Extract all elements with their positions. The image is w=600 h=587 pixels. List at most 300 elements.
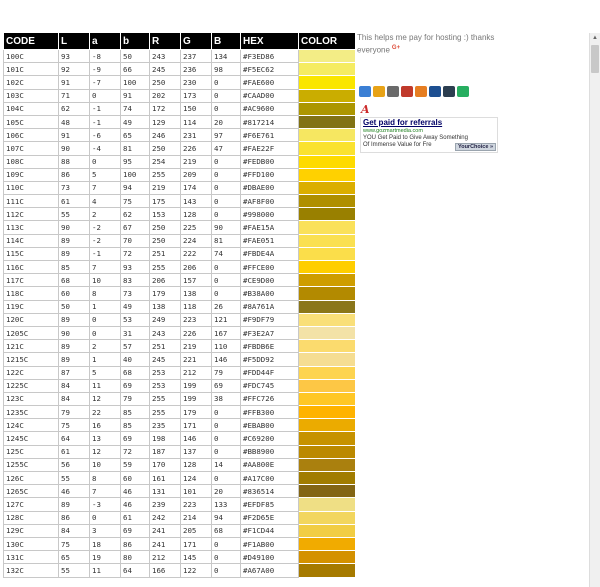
header-color[interactable]: COLOR [299, 33, 356, 50]
cell-hex: #EFDF85 [241, 498, 299, 511]
cell-a: 0 [90, 511, 121, 524]
table-row [4, 76, 356, 89]
cell-r: 251 [150, 340, 181, 353]
color-swatch [299, 50, 356, 63]
cell-r: 255 [150, 392, 181, 405]
cell-code: 1255C [4, 458, 59, 471]
cell-r: 170 [150, 458, 181, 471]
table-row [4, 115, 356, 128]
cell-b: 100 [121, 168, 150, 181]
cell-r: 187 [150, 445, 181, 458]
cell-a: 11 [90, 379, 121, 392]
cell-code: 125C [4, 445, 59, 458]
cell-hex: #FAE22F [241, 142, 299, 155]
cell-blue: 98 [212, 63, 241, 76]
cell-code: 107C [4, 142, 59, 155]
color-swatch [299, 234, 356, 247]
cell-code: 130C [4, 537, 59, 550]
color-swatch [299, 340, 356, 353]
cell-r: 253 [150, 379, 181, 392]
cell-r: 243 [150, 50, 181, 63]
cell-a: 0 [90, 326, 121, 339]
cell-blue: 68 [212, 524, 241, 537]
scroll-thumb[interactable] [591, 45, 599, 73]
cell-hex: #AC9600 [241, 102, 299, 115]
cell-g: 150 [181, 102, 212, 115]
cell-hex: #998000 [241, 208, 299, 221]
cell-g: 222 [181, 247, 212, 260]
cell-a: 22 [90, 406, 121, 419]
ad-choice-button[interactable]: YourChoice » [455, 143, 496, 151]
cell-blue: 47 [212, 142, 241, 155]
cell-blue: 0 [212, 181, 241, 194]
social-icon-6[interactable] [429, 86, 441, 97]
cell-b: 57 [121, 340, 150, 353]
cell-g: 219 [181, 340, 212, 353]
cell-g: 219 [181, 155, 212, 168]
cell-a: 7 [90, 181, 121, 194]
cell-code: 116C [4, 261, 59, 274]
cell-blue: 38 [212, 392, 241, 405]
cell-l: 89 [59, 313, 90, 326]
table-row [4, 406, 356, 419]
color-swatch [299, 353, 356, 366]
cell-code: 120C [4, 313, 59, 326]
cell-g: 231 [181, 129, 212, 142]
cell-g: 173 [181, 89, 212, 102]
cell-l: 91 [59, 76, 90, 89]
cell-r: 250 [150, 221, 181, 234]
color-swatch [299, 472, 356, 485]
cell-b: 100 [121, 76, 150, 89]
table-row [4, 498, 356, 511]
cell-g: 236 [181, 63, 212, 76]
cell-g: 223 [181, 313, 212, 326]
cell-blue: 79 [212, 366, 241, 379]
cell-code: 1215C [4, 353, 59, 366]
social-icon-2[interactable] [373, 86, 385, 97]
scroll-up-icon[interactable]: ▲ [592, 35, 598, 41]
cell-l: 48 [59, 115, 90, 128]
color-swatch [299, 115, 356, 128]
cell-r: 235 [150, 419, 181, 432]
cell-hex: #FEDB00 [241, 155, 299, 168]
cell-code: 1205C [4, 326, 59, 339]
cell-hex: #CAAD00 [241, 89, 299, 102]
header-blue[interactable]: B [212, 33, 241, 50]
cell-r: 166 [150, 564, 181, 577]
cell-hex: #AF8F00 [241, 195, 299, 208]
cell-g: 171 [181, 537, 212, 550]
cell-g: 157 [181, 274, 212, 287]
cell-a: 12 [90, 392, 121, 405]
cell-hex: #F1AB00 [241, 537, 299, 550]
cell-blue: 0 [212, 274, 241, 287]
cell-r: 202 [150, 89, 181, 102]
cell-hex: #F5DD92 [241, 353, 299, 366]
social-icons-row [359, 86, 469, 97]
color-swatch [299, 287, 356, 300]
cell-l: 56 [59, 458, 90, 471]
social-icon-5[interactable] [415, 86, 427, 97]
color-swatch [299, 326, 356, 339]
cell-blue: 0 [212, 102, 241, 115]
cell-l: 75 [59, 419, 90, 432]
table-row [4, 89, 356, 102]
cell-b: 86 [121, 537, 150, 550]
cell-hex: #A67A00 [241, 564, 299, 577]
cell-hex: #FFD100 [241, 168, 299, 181]
cell-r: 254 [150, 155, 181, 168]
cell-l: 87 [59, 366, 90, 379]
cell-blue: 97 [212, 129, 241, 142]
cell-a: 2 [90, 208, 121, 221]
cell-r: 255 [150, 261, 181, 274]
table-row [4, 195, 356, 208]
cell-g: 118 [181, 300, 212, 313]
table-row [4, 287, 356, 300]
cell-code: 1235C [4, 406, 59, 419]
cell-blue: 0 [212, 445, 241, 458]
cell-blue: 81 [212, 234, 241, 247]
promo-text: This helps me pay for hosting :) thanks everyone [357, 33, 495, 55]
cell-hex: #FFCE00 [241, 261, 299, 274]
cell-code: 124C [4, 419, 59, 432]
header-l[interactable]: L [59, 33, 90, 50]
cell-hex: #FDD44F [241, 366, 299, 379]
ad-title[interactable]: Get paid for referrals [363, 118, 443, 127]
cell-blue: 0 [212, 406, 241, 419]
cell-l: 64 [59, 432, 90, 445]
cell-code: 114C [4, 234, 59, 247]
cell-hex: #A17C00 [241, 472, 299, 485]
cell-l: 89 [59, 247, 90, 260]
cell-blue: 0 [212, 155, 241, 168]
cell-code: 1245C [4, 432, 59, 445]
cell-b: 72 [121, 247, 150, 260]
cell-hex: #F3ED86 [241, 50, 299, 63]
cell-code: 126C [4, 472, 59, 485]
cell-l: 88 [59, 155, 90, 168]
cell-code: 129C [4, 524, 59, 537]
cell-blue: 167 [212, 326, 241, 339]
table-row [4, 234, 356, 247]
cell-code: 109C [4, 168, 59, 181]
cell-l: 91 [59, 129, 90, 142]
color-swatch [299, 551, 356, 564]
cell-b: 81 [121, 142, 150, 155]
cell-r: 251 [150, 247, 181, 260]
table-row [4, 379, 356, 392]
cell-g: 124 [181, 472, 212, 485]
cell-g: 221 [181, 353, 212, 366]
cell-a: -1 [90, 247, 121, 260]
cell-a: 0 [90, 313, 121, 326]
color-swatch [299, 498, 356, 511]
cell-l: 89 [59, 498, 90, 511]
hosting-promo [357, 33, 497, 56]
cell-r: 129 [150, 115, 181, 128]
cell-l: 55 [59, 208, 90, 221]
color-swatch [299, 221, 356, 234]
cell-l: 84 [59, 379, 90, 392]
table-header-row [4, 33, 356, 50]
vertical-scrollbar[interactable] [589, 33, 600, 587]
cell-a: -9 [90, 63, 121, 76]
table-row [4, 102, 356, 115]
sidebar [357, 33, 592, 150]
cell-hex: #EBAB00 [241, 419, 299, 432]
cell-blue: 0 [212, 168, 241, 181]
cell-g: 212 [181, 366, 212, 379]
cell-blue: 0 [212, 432, 241, 445]
cell-hex: #FFB300 [241, 406, 299, 419]
cell-r: 138 [150, 300, 181, 313]
cell-l: 84 [59, 392, 90, 405]
cell-r: 219 [150, 181, 181, 194]
cell-a: 1 [90, 300, 121, 313]
cell-blue: 0 [212, 76, 241, 89]
cell-hex: #B38A00 [241, 287, 299, 300]
cell-l: 61 [59, 445, 90, 458]
color-swatch [299, 524, 356, 537]
cell-blue: 133 [212, 498, 241, 511]
table-row [4, 551, 356, 564]
table-row [4, 63, 356, 76]
color-swatch [299, 274, 356, 287]
cell-g: 226 [181, 142, 212, 155]
cell-r: 131 [150, 485, 181, 498]
cell-r: 250 [150, 142, 181, 155]
ad-logo-icon: A [361, 103, 370, 116]
cell-l: 50 [59, 300, 90, 313]
cell-a: -1 [90, 115, 121, 128]
cell-a: -6 [90, 129, 121, 142]
cell-r: 249 [150, 313, 181, 326]
table-row [4, 247, 356, 260]
cell-l: 89 [59, 340, 90, 353]
social-icon-7[interactable] [443, 86, 455, 97]
cell-g: 174 [181, 181, 212, 194]
color-swatch [299, 537, 356, 550]
color-swatch [299, 392, 356, 405]
table-row [4, 524, 356, 537]
cell-a: 2 [90, 340, 121, 353]
cell-code: 118C [4, 287, 59, 300]
cell-g: 138 [181, 287, 212, 300]
table-row [4, 564, 356, 577]
cell-a: 12 [90, 445, 121, 458]
cell-blue: 0 [212, 419, 241, 432]
cell-g: 199 [181, 379, 212, 392]
cell-blue: 14 [212, 458, 241, 471]
cell-g: 237 [181, 50, 212, 63]
cell-code: 123C [4, 392, 59, 405]
cell-b: 75 [121, 195, 150, 208]
cell-code: 115C [4, 247, 59, 260]
cell-hex: #FBDB6E [241, 340, 299, 353]
cell-r: 242 [150, 511, 181, 524]
cell-l: 90 [59, 142, 90, 155]
cell-blue: 90 [212, 221, 241, 234]
cell-b: 69 [121, 524, 150, 537]
cell-r: 198 [150, 432, 181, 445]
cell-hex: #CE9D00 [241, 274, 299, 287]
cell-b: 83 [121, 274, 150, 287]
cell-r: 212 [150, 551, 181, 564]
cell-g: 143 [181, 195, 212, 208]
color-swatch [299, 313, 356, 326]
table-row [4, 274, 356, 287]
cell-l: 90 [59, 221, 90, 234]
color-swatch [299, 406, 356, 419]
header-g[interactable]: G [181, 33, 212, 50]
cell-l: 68 [59, 274, 90, 287]
cell-blue: 0 [212, 564, 241, 577]
color-swatch [299, 485, 356, 498]
table-row [4, 419, 356, 432]
table-row [4, 142, 356, 155]
color-swatch [299, 564, 356, 577]
table-body [4, 50, 356, 578]
table-row [4, 261, 356, 274]
social-icon-8[interactable] [457, 86, 469, 97]
cell-g: 206 [181, 261, 212, 274]
color-swatch [299, 366, 356, 379]
color-swatch [299, 155, 356, 168]
cell-g: 146 [181, 432, 212, 445]
ad-url[interactable]: www.gozmartmedia.com [363, 128, 423, 134]
color-swatch [299, 458, 356, 471]
header-r[interactable]: R [150, 33, 181, 50]
cell-blue: 26 [212, 300, 241, 313]
cell-hex: #F3E2A7 [241, 326, 299, 339]
color-swatch [299, 261, 356, 274]
social-icon-3[interactable] [387, 86, 399, 97]
social-icon-1[interactable] [359, 86, 371, 97]
cell-a: 3 [90, 524, 121, 537]
cell-b: 85 [121, 419, 150, 432]
google-plus-icon[interactable]: G+ [391, 45, 401, 51]
cell-r: 250 [150, 234, 181, 247]
cell-b: 69 [121, 432, 150, 445]
cell-r: 153 [150, 208, 181, 221]
cell-blue: 121 [212, 313, 241, 326]
cell-a: 8 [90, 472, 121, 485]
cell-b: 79 [121, 392, 150, 405]
cell-hex: #F6E761 [241, 129, 299, 142]
color-swatch [299, 419, 356, 432]
cell-r: 179 [150, 287, 181, 300]
cell-blue: 146 [212, 353, 241, 366]
cell-a: -3 [90, 498, 121, 511]
cell-a: 7 [90, 485, 121, 498]
cell-blue: 0 [212, 261, 241, 274]
cell-b: 74 [121, 102, 150, 115]
cell-hex: #F5EC62 [241, 63, 299, 76]
cell-g: 214 [181, 511, 212, 524]
cell-b: 95 [121, 155, 150, 168]
cell-blue: 0 [212, 551, 241, 564]
ad-description: YOU Get Paid to Give Away Something Of Immense Value for Fre [363, 135, 468, 148]
cell-a: 4 [90, 195, 121, 208]
cell-l: 55 [59, 564, 90, 577]
cell-b: 31 [121, 326, 150, 339]
cell-code: 1265C [4, 485, 59, 498]
cell-b: 72 [121, 445, 150, 458]
cell-g: 205 [181, 524, 212, 537]
cell-blue: 0 [212, 472, 241, 485]
cell-b: 80 [121, 551, 150, 564]
cell-code: 105C [4, 115, 59, 128]
table-row [4, 300, 356, 313]
header-hex[interactable]: HEX [241, 33, 299, 50]
cell-l: 89 [59, 353, 90, 366]
header-b[interactable]: b [121, 33, 150, 50]
table-row [4, 155, 356, 168]
color-swatch [299, 432, 356, 445]
cell-r: 245 [150, 353, 181, 366]
cell-l: 89 [59, 234, 90, 247]
cell-r: 243 [150, 326, 181, 339]
cell-b: 40 [121, 353, 150, 366]
cell-blue: 0 [212, 287, 241, 300]
pantone-color-table [3, 32, 356, 578]
color-swatch [299, 102, 356, 115]
cell-g: 145 [181, 551, 212, 564]
cell-a: -2 [90, 234, 121, 247]
cell-code: 122C [4, 366, 59, 379]
cell-b: 46 [121, 498, 150, 511]
cell-code: 1225C [4, 379, 59, 392]
cell-hex: #817214 [241, 115, 299, 128]
cell-b: 65 [121, 129, 150, 142]
cell-hex: #D49100 [241, 551, 299, 564]
cell-code: 100C [4, 50, 59, 63]
table-row [4, 353, 356, 366]
cell-blue: 0 [212, 195, 241, 208]
color-swatch [299, 76, 356, 89]
cell-g: 114 [181, 115, 212, 128]
cell-g: 209 [181, 168, 212, 181]
table-row [4, 458, 356, 471]
cell-hex: #F9DF79 [241, 313, 299, 326]
cell-code: 106C [4, 129, 59, 142]
table-row [4, 181, 356, 194]
cell-g: 199 [181, 392, 212, 405]
cell-a: -7 [90, 76, 121, 89]
header-a[interactable]: a [90, 33, 121, 50]
cell-code: 128C [4, 511, 59, 524]
cell-r: 175 [150, 195, 181, 208]
header-code[interactable]: CODE [4, 33, 59, 50]
color-swatch [299, 445, 356, 458]
color-swatch [299, 511, 356, 524]
cell-b: 59 [121, 458, 150, 471]
cell-g: 101 [181, 485, 212, 498]
cell-l: 85 [59, 261, 90, 274]
ad-box[interactable] [360, 117, 498, 153]
cell-l: 93 [59, 50, 90, 63]
cell-r: 241 [150, 537, 181, 550]
cell-b: 49 [121, 300, 150, 313]
cell-l: 86 [59, 511, 90, 524]
cell-a: 13 [90, 432, 121, 445]
cell-blue: 134 [212, 50, 241, 63]
table-row [4, 537, 356, 550]
social-icon-4[interactable] [401, 86, 413, 97]
color-swatch [299, 195, 356, 208]
